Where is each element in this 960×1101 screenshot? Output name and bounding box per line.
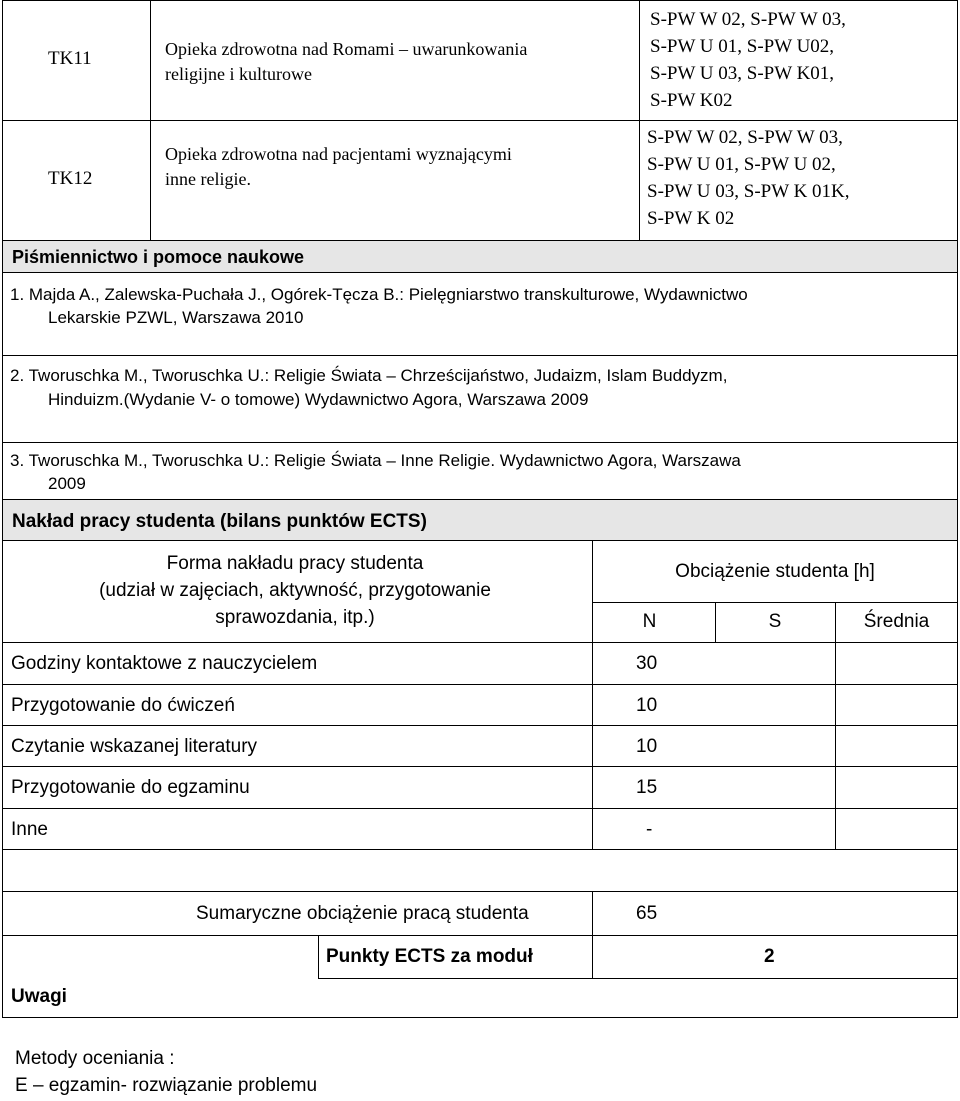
topic-desc-tk12-line2: inne religie. bbox=[165, 169, 251, 189]
assessment-line1: Metody oceniania : bbox=[15, 1048, 175, 1069]
topic-effects-tk12-3: S-PW U 03, S-PW K 01K, bbox=[647, 181, 850, 202]
workload-row-5-label: Inne bbox=[11, 819, 48, 840]
literature-item-3-line1: 3. Tworuschka M., Tworuschka U.: Religie Świata – Inne Religie. Wydawnictwo Agora, Warszawa bbox=[10, 451, 741, 470]
assessment-line2: E – egzamin- rozwiązanie problemu bbox=[15, 1075, 318, 1096]
ects-value: 2 bbox=[764, 946, 775, 967]
form-header-line1: Forma nakładu pracy studenta bbox=[166, 553, 424, 574]
literature-item-2-line2: Hinduizm.(Wydanie V- o tomowe) Wydawnictwo Agora, Warszawa 2009 bbox=[48, 390, 589, 409]
literature-item-1-line2: Lekarskie PZWL, Warszawa 2010 bbox=[48, 308, 304, 327]
topic-effects-tk11-2: S-PW U 01, S-PW U02, bbox=[650, 36, 835, 57]
literature-item-2-line1: 2. Tworuschka M., Tworuschka U.: Religie Świata – Chrześcijaństwo, Judaizm, Islam Buddyzm, bbox=[10, 366, 728, 385]
col-n-header: N bbox=[642, 611, 657, 632]
topic-effects-tk12-1: S-PW W 02, S-PW W 03, bbox=[647, 127, 843, 148]
workload-row-2-label: Przygotowanie do ćwiczeń bbox=[11, 695, 235, 716]
topic-effects-tk11-1: S-PW W 02, S-PW W 03, bbox=[650, 9, 846, 30]
workload-row-5-n: - bbox=[646, 819, 653, 840]
topic-desc-tk11-line2: religijne i kulturowe bbox=[165, 64, 312, 84]
topic-desc-tk12-line1: Opieka zdrowotna nad pacjentami wyznającymi bbox=[165, 144, 512, 164]
sum-value: 65 bbox=[636, 903, 658, 924]
form-header-line3: sprawozdania, itp.) bbox=[215, 607, 375, 628]
workload-row-4-label: Przygotowanie do egzaminu bbox=[11, 777, 250, 798]
ects-label: Punkty ECTS za moduł bbox=[326, 946, 533, 967]
workload-row-2-n: 10 bbox=[636, 695, 658, 716]
topic-effects-tk12-2: S-PW U 01, S-PW U 02, bbox=[647, 154, 836, 175]
workload-row-4-n: 15 bbox=[636, 777, 658, 798]
literature-item-3-line2: 2009 bbox=[48, 474, 86, 493]
topic-code-tk12: TK12 bbox=[48, 168, 93, 189]
remarks-label: Uwagi bbox=[11, 986, 67, 1007]
literature-heading: Piśmiennictwo i pomoce naukowe bbox=[12, 247, 305, 267]
topic-code-tk11: TK11 bbox=[48, 48, 92, 69]
form-header-line2: (udział w zajęciach, aktywność, przygotowanie bbox=[99, 580, 491, 601]
col-s-header: S bbox=[768, 611, 782, 632]
workload-heading: Nakład pracy studenta (bilans punktów ECTS) bbox=[12, 511, 427, 532]
literature-item-1-line1: 1. Majda A., Zalewska-Puchała J., Ogórek-Tęcza B.: Pielęgniarstwo transkulturowe, Wydawnictwo bbox=[10, 285, 748, 304]
topic-effects-tk11-4: S-PW K02 bbox=[650, 90, 733, 111]
col-avg-header: Średnia bbox=[863, 611, 930, 632]
workload-row-3-n: 10 bbox=[636, 736, 658, 757]
workload-row-1-label: Godziny kontaktowe z nauczycielem bbox=[11, 653, 318, 674]
topic-effects-tk11-3: S-PW U 03, S-PW K01, bbox=[650, 63, 835, 84]
topic-effects-tk12-4: S-PW K 02 bbox=[647, 208, 735, 229]
topic-desc-tk11-line1: Opieka zdrowotna nad Romami – uwarunkowania bbox=[165, 39, 528, 59]
load-header: Obciążenie studenta [h] bbox=[675, 561, 875, 582]
workload-row-3-label: Czytanie wskazanej literatury bbox=[11, 736, 258, 757]
sum-label: Sumaryczne obciążenie pracą studenta bbox=[196, 903, 529, 924]
workload-row-1-n: 30 bbox=[636, 653, 658, 674]
